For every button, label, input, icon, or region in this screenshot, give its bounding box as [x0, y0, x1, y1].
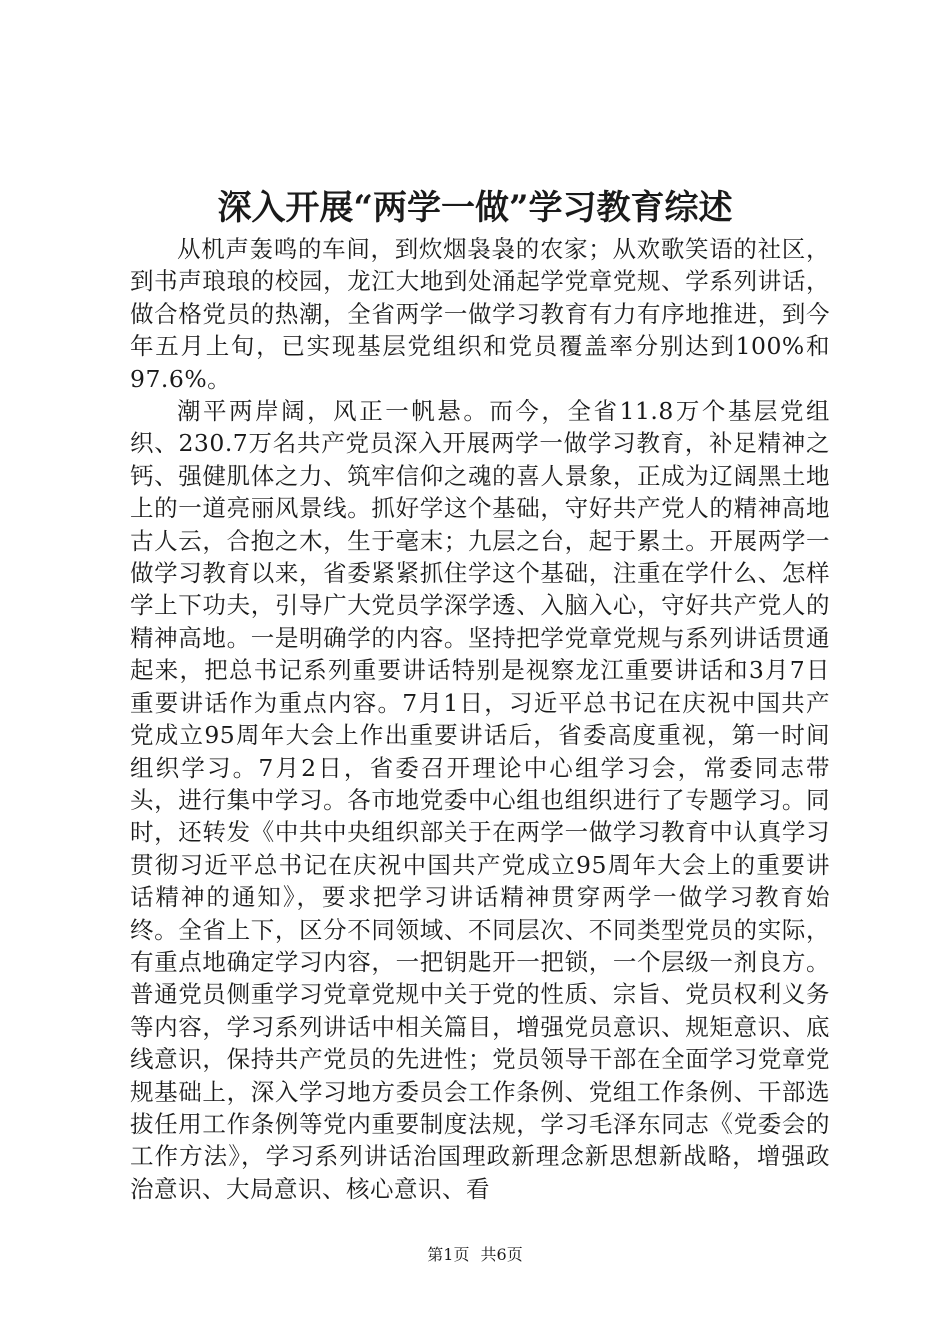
document-body [130, 233, 830, 1205]
page-number: 第1页 [427, 1245, 470, 1264]
paragraph-1: 从机声轰鸣的车间，到炊烟袅袅的农家；从欢歌笑语的社区，到书声琅琅的校园，龙江大地到处涌起学党章党规、学系列讲话，做合格党员的热潮，全省两学一做学习教育有力有序地推进，到今年五月上旬，已实现基层党组织和党员覆盖率分别达到100%和97.6%。 [130, 235, 830, 393]
page-total: 共6页 [480, 1245, 523, 1264]
paragraph-2: 潮平两岸阔，风正一帆悬。而今，全省11.8万个基层党组织、230.7万名共产党员深入开展两学一做学习教育，补足精神之钙、强健肌体之力、筑牢信仰之魂的喜人景象，正成为辽阔黑土地上的一道亮丽风景线。抓好学这个基础，守好共产党人的精神高地古人云，合抱之木，生于毫末；九层之台，起于累土。开展两学一做学习教育以来，省委紧紧抓住学这个基础，注重在学什么、怎样学上下功夫，引导广大党员学深学透、入脑入心，守好共产党人的精神高地。一是明确学的内容。坚持把学党章党规与系列讲话贯通起来，把总书记系列重要讲话特别是视察龙江重要讲话和3月7日重要讲话作为重点内容。7月1日，习近平总书记在庆祝中国共产党成立95周年大会上作出重要讲话后，省委高度重视，第一时间组织学习。7月2日，省委召开理论中心组学习会，常委同志带头，进行集中学习。各市地党委中心组也组织进行了专题学习。同时，还转发《中共中央组织部关于在两学一做学习教育中认真学习贯彻习近平总书记在庆祝中国共产党成立95周年大会上的重要讲话精神的通知》，要求把学习讲话精神贯穿两学一做学习教育始终。全省上下，区分不同领域、不同层次、不同类型党员的实际，有重点地确定学习内容，一把钥匙开一把锁，一个层级一剂良方。普通党员侧重学习党章党规中关于党的性质、宗旨、党员权利义务等内容，学习系列讲话中相关篇目，增强党员意识、规矩意识、底线意识，保持共产党员的先进性；党员领导干部在全面学习党章党规基础上，深入学习地方委员会工作条例、党组工作条例、干部选拔任用工作条例等党内重要制度法规，学习毛泽东同志《党委会的工作方法》，学习系列讲话治国理政新理念新思想新战略，增强政治意识、大局意识、核心意识、看 [130, 397, 830, 1203]
page-footer [0, 1245, 950, 1265]
document-title: 深入开展“两学一做”学习教育综述 [217, 188, 733, 228]
